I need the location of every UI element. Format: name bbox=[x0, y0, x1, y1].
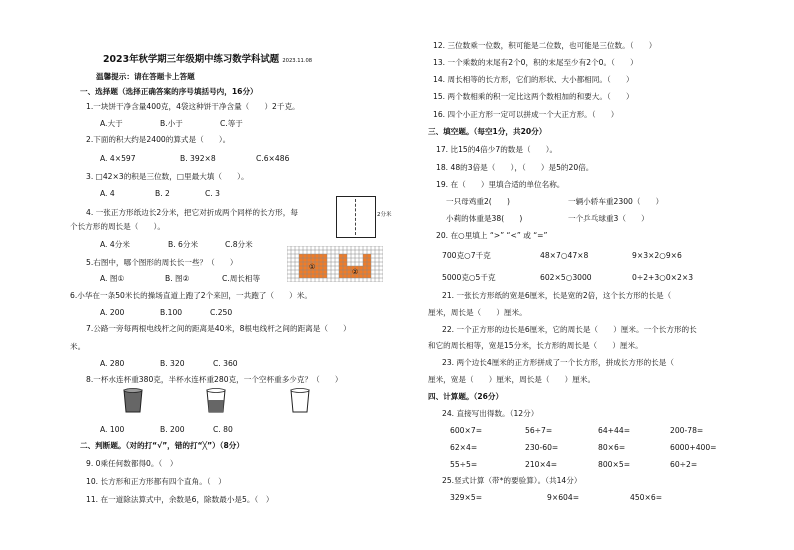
calc-cell: 800×5= bbox=[598, 460, 631, 469]
q8-option-b: B. 200 bbox=[160, 425, 185, 434]
q5-option-b: B. 图② bbox=[165, 274, 190, 283]
q4-option-a: A. 4分米 bbox=[100, 240, 130, 249]
calc-cell: 230-60= bbox=[525, 443, 559, 452]
q8-option-c: C. 80 bbox=[213, 425, 233, 434]
section-fill: 三、填空题。（每空1分，共20分） bbox=[428, 127, 547, 136]
q20-item-4: 5000克○5千克 bbox=[442, 273, 496, 282]
section-calc: 四、计算题。（26分） bbox=[428, 392, 504, 401]
q15: 15. 两个数相乘的积一定比这两个数相加的和要大。（ ） bbox=[433, 92, 634, 101]
tip: 温馨提示：请在答题卡上答题 bbox=[96, 72, 195, 81]
q19-car: 一辆小轿车重2300（ ） bbox=[568, 197, 664, 206]
vertical-calc-3: 450×6= bbox=[630, 493, 663, 502]
q6-option-c: C.250 bbox=[210, 308, 233, 317]
q7-option-a: A. 280 bbox=[100, 359, 125, 368]
q2-option-c: C.6×486 bbox=[256, 154, 290, 163]
q14: 14. 周长相等的长方形，它们的形状、大小都相同。（ ） bbox=[433, 75, 634, 84]
vertical-calc-2: 9×604= bbox=[547, 493, 580, 502]
q19: 19. 在（ ）里填合适的单位名称。 bbox=[436, 180, 565, 189]
calc-cell: 200-78= bbox=[670, 426, 704, 435]
q3-option-c: C. 3 bbox=[205, 189, 220, 198]
calc-cell: 80×6= bbox=[598, 443, 626, 452]
q25: 25.竖式计算（带*的要验算）。（共14分） bbox=[442, 476, 582, 485]
full-cup-figure bbox=[122, 388, 144, 414]
q19-weight: 小莉的体重是38( ) bbox=[446, 214, 523, 223]
q18: 18. 48的3倍是（ ），（ ）是5的20倍。 bbox=[436, 163, 594, 172]
q3-option-a: A. 4 bbox=[100, 189, 115, 198]
grid-figure-label-1: ① bbox=[309, 263, 316, 271]
q19-hen: 一只母鸡重2( ) bbox=[446, 197, 510, 206]
empty-cup-figure bbox=[289, 388, 311, 414]
q21-line1: 21. 一张长方形纸的宽是6厘米，长是宽的2倍，这个长方形的长是（ bbox=[442, 291, 672, 300]
q1-option-a: A.大于 bbox=[100, 119, 123, 128]
q9: 9. 0乘任何数都得0。（ ） bbox=[86, 459, 178, 468]
q3-option-b: B. 2 bbox=[155, 189, 170, 198]
q17: 17. 比15的4倍少7的数是（ ）。 bbox=[436, 145, 558, 154]
calc-cell: 55÷5= bbox=[450, 460, 478, 469]
calc-cell: 64+44= bbox=[598, 426, 631, 435]
folded-square-figure bbox=[336, 196, 376, 238]
q20-item-2: 48×7○47×8 bbox=[540, 251, 589, 260]
q2: 2.下面的积大约是2400的算式是（ ）。 bbox=[86, 135, 231, 144]
q5-option-a: A. 图① bbox=[100, 274, 125, 283]
q24: 24. 直接写出得数。（12分） bbox=[442, 409, 539, 418]
q6: 6.小华在一条50米长的操场直道上跑了2个来回，一共跑了（ ）米。 bbox=[70, 291, 312, 300]
exam-date: 2023.11.08 bbox=[282, 58, 313, 64]
grid-figure bbox=[287, 246, 383, 282]
q7-option-b: B. 320 bbox=[160, 359, 185, 368]
q22-line2: 和它的周长相等，宽是15分米，长方形的周长是（ ）厘米。 bbox=[428, 341, 643, 350]
q2-option-a: A. 4×597 bbox=[100, 154, 136, 163]
q4-line1: 4. 一张正方形纸边长2分米，把它对折成两个同样的长方形，每 bbox=[86, 208, 298, 217]
calc-cell: 62×4= bbox=[450, 443, 478, 452]
q22-line1: 22. 一个正方形的边长是6厘米，它的周长是（ ）厘米。一个长方形的长 bbox=[442, 325, 697, 334]
calc-cell: 600×7= bbox=[450, 426, 483, 435]
grid-figure-label-2: ② bbox=[352, 268, 359, 276]
title-text: 2023年秋学期三年级期中练习数学科试题 bbox=[103, 54, 280, 65]
q1: 1.一块饼干净含量400克，4袋这种饼干净含量（ ）2千克。 bbox=[86, 102, 300, 111]
q8-option-a: A. 100 bbox=[100, 425, 125, 434]
q20-item-6: 0÷2+3○0×2×3 bbox=[632, 273, 694, 282]
q10: 10. 长方形和正方形都有四个直角。（ ） bbox=[86, 477, 226, 486]
q4-figure-label: 2分米 bbox=[377, 212, 392, 218]
section-choice: 一、选择题（选择正确答案的序号填括号内，16分） bbox=[80, 87, 258, 96]
exam-title bbox=[103, 55, 312, 66]
q20: 20. 在○里填上 “>” “<” 或 “=” bbox=[436, 231, 548, 240]
q20-item-3: 9×3×2○9×6 bbox=[632, 251, 682, 260]
q13: 13. 一个乘数的末尾有2个0，积的末尾至少有2个0。（ ） bbox=[433, 58, 638, 67]
q4-option-c: C.8分米 bbox=[225, 240, 253, 249]
fold-line bbox=[355, 199, 356, 235]
q4-line2: 个长方形的周长是（ ）。 bbox=[70, 222, 165, 231]
q6-option-a: A. 200 bbox=[100, 308, 125, 317]
q7-line2: 米。 bbox=[70, 342, 86, 351]
q11: 11. 在一道除法算式中，余数是6，除数最小是5。（ ） bbox=[86, 495, 274, 504]
q2-option-b: B. 392×8 bbox=[180, 154, 216, 163]
vertical-calc-1: 329×5= bbox=[450, 493, 483, 502]
q5: 5.右图中，哪个图形的周长长一些？（ ） bbox=[86, 258, 238, 267]
q16: 16. 四个小正方形一定可以拼成一个大正方形。（ ） bbox=[433, 110, 619, 119]
q20-item-1: 700克○7千克 bbox=[442, 251, 491, 260]
right-column bbox=[420, 0, 794, 550]
q8: 8.一杯水连杯重380克，半杯水连杯重280克，一个空杯重多少克？（ ） bbox=[86, 375, 343, 384]
q3: 3. □42×3的积是三位数，□里最大填（ ）。 bbox=[86, 172, 249, 181]
q20-item-5: 602×5○3000 bbox=[540, 273, 592, 282]
q19-pingpong: 一个乒乓球重3（ ） bbox=[568, 214, 649, 223]
q21-line2: 厘米，周长是（ ）厘米。 bbox=[428, 308, 527, 317]
q1-option-b: B.小于 bbox=[160, 119, 183, 128]
calc-cell: 60÷2= bbox=[670, 460, 698, 469]
half-cup-figure bbox=[205, 388, 227, 414]
q4-option-b: B. 6分米 bbox=[168, 240, 199, 249]
q23-line2: 厘米，宽是（ ）厘米，周长是（ ）厘米。 bbox=[428, 375, 596, 384]
q7-line1: 7.公路一旁每两根电线杆之间的距离是40米，8根电线杆之间的距离是（ ） bbox=[86, 324, 351, 333]
q5-option-c: C.周长相等 bbox=[222, 274, 261, 283]
q6-option-b: B.100 bbox=[160, 308, 183, 317]
q7-option-c: C. 360 bbox=[213, 359, 238, 368]
section-judge: 二、判断题。（对的打“√”，错的打“╳”）（8分） bbox=[80, 441, 244, 450]
calc-cell: 56÷7= bbox=[525, 426, 553, 435]
calc-cell: 6000+400= bbox=[670, 443, 717, 452]
q12: 12. 三位数乘一位数，积可能是二位数，也可能是三位数。（ ） bbox=[433, 41, 657, 50]
q23-line1: 23. 两个边长4厘米的正方形拼成了一个长方形，拼成长方形的长是（ bbox=[442, 358, 674, 367]
calc-cell: 210×4= bbox=[525, 460, 558, 469]
q1-option-c: C.等于 bbox=[220, 119, 243, 128]
